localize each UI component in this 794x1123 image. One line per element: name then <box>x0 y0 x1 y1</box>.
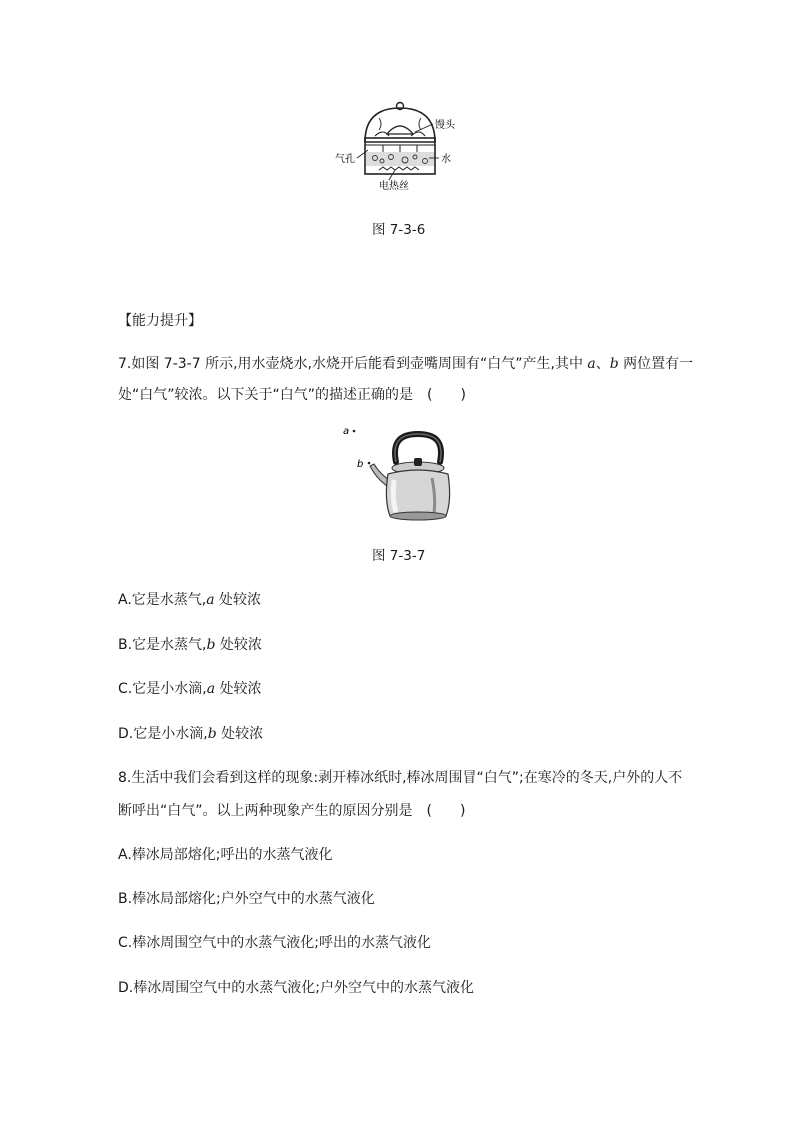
q8-option-a[interactable]: A.棒冰局部熔化;呼出的水蒸气液化 <box>118 847 333 863</box>
q8-stem-line1: 8.生活中我们会看到这样的现象:剥开棒冰纸时,棒冰周围冒“白气”;在寒冷的冬天,户外的人不 <box>118 770 683 786</box>
label-shui: 水 <box>441 154 451 165</box>
q8-option-d[interactable]: D.棒冰周围空气中的水蒸气液化;户外空气中的水蒸气液化 <box>118 980 474 996</box>
figure-caption-736: 图 7-3-6 <box>372 222 426 238</box>
steamer-lid <box>365 108 435 142</box>
mantou-bun <box>387 126 413 134</box>
kettle-figure <box>340 420 460 525</box>
section-heading: 【能力提升】 <box>118 313 202 329</box>
label-dianresi: 电热丝 <box>379 181 409 192</box>
kettle-label-a: a <box>343 426 350 437</box>
label-qikong: 气孔 <box>335 154 355 165</box>
heating-wire <box>379 167 419 170</box>
q7-option-b[interactable]: B.它是水蒸气,b 处较浓 <box>118 637 262 653</box>
q7-option-c[interactable]: C.它是小水滴,a 处较浓 <box>118 681 262 697</box>
q7-option-d[interactable]: D.它是小水滴,b 处较浓 <box>118 726 264 742</box>
steamer-figure <box>335 100 465 195</box>
q7-stem-line1: 7.如图 7-3-7 所示,用水壶烧水,水烧开后能看到壶嘴周围有“白气”产生,其中 a、b 两位置有一 <box>118 356 694 372</box>
q7-option-a[interactable]: A.它是水蒸气,a 处较浓 <box>118 592 262 608</box>
q7-stem-line2: 处“白气”较浓。以下关于“白气”的描述正确的是 ( ) <box>118 387 466 403</box>
q8-option-c[interactable]: C.棒冰周围空气中的水蒸气液化;呼出的水蒸气液化 <box>118 935 431 951</box>
figure-caption-737: 图 7-3-7 <box>372 548 426 564</box>
kettle-label-b: b <box>357 459 364 470</box>
q8-stem-line2: 断呼出“白气”。以上两种现象产生的原因分别是 ( ) <box>118 803 466 819</box>
label-mantou: 馒头 <box>435 120 455 131</box>
q8-option-b[interactable]: B.棒冰局部熔化;户外空气中的水蒸气液化 <box>118 891 375 907</box>
